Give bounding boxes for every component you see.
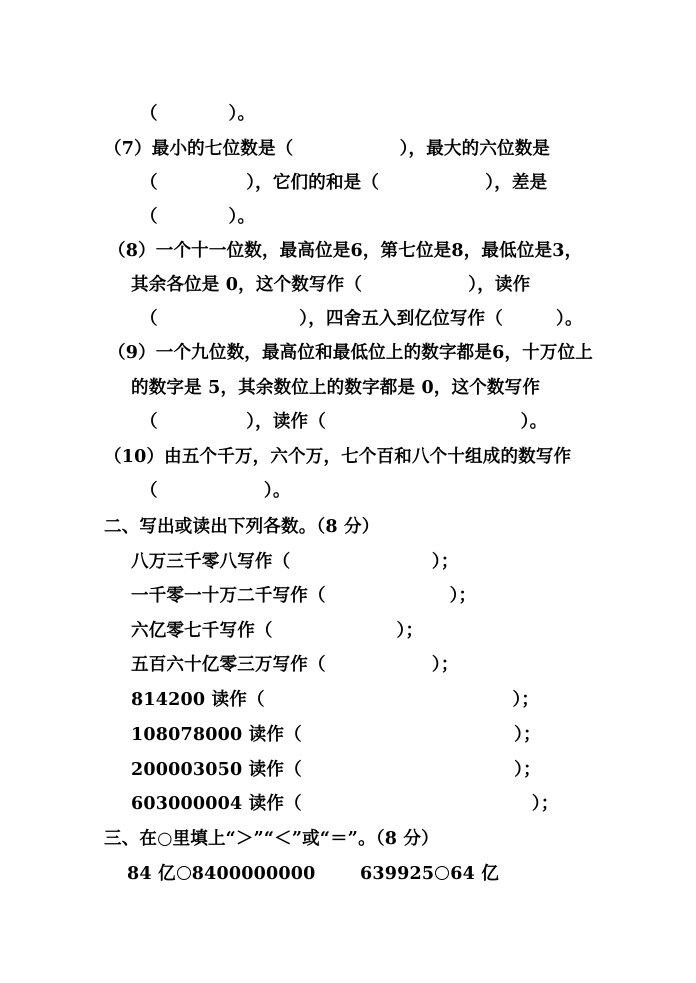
q9-line-2: 的数字是 5，其余数位上的数字都是 0，这个数写作 xyxy=(131,378,541,398)
compare-circle-icon xyxy=(435,866,449,880)
q8-line-1: （8）一个十一位数，最高位是6，第七位是8，最低位是3， xyxy=(108,241,583,261)
compare-right xyxy=(360,863,499,885)
q7-line-2: （ ），它们的和是（ ），差是 xyxy=(140,173,548,193)
section2-item-5: 814200 读作（ ）； xyxy=(131,690,540,710)
section2-item-7: 200003050 读作（ ）； xyxy=(131,760,541,780)
section2-item-8: 603000004 读作（ ）； xyxy=(131,794,559,814)
q8-line-3: （ ），四舍五入到亿位写作（ ）。 xyxy=(140,309,583,329)
section2-item-3: 六亿零七千写作（ ）； xyxy=(131,621,424,641)
q10-line-2: （ ）。 xyxy=(140,481,291,501)
section3-heading: 三、在○里填上“＞”“＜”或“＝”。（8 分） xyxy=(104,829,439,849)
q7-line-3: （ ）。 xyxy=(140,207,256,227)
compare-right-a: 639925 xyxy=(360,864,435,884)
compare-circle-icon xyxy=(177,866,191,880)
compare-right-b: 64 亿 xyxy=(450,864,500,884)
q7-line-1: （7）最小的七位数是（ ），最大的六位数是 xyxy=(104,139,551,159)
section2-item-6: 108078000 读作（ ）； xyxy=(131,725,541,745)
compare-left-b: 8400000000 xyxy=(191,864,316,884)
compare-left-a: 84 亿 xyxy=(127,864,176,884)
q8-line-2: 其余各位是 0，这个数写作（ ），读作 xyxy=(131,275,531,295)
q6-answer-line: （ ）。 xyxy=(140,104,256,124)
q9-line-1: （9）一个九位数，最高位和最低位上的数字都是6，十万位上 xyxy=(108,343,593,363)
section2-heading: 二、写出或读出下列各数。（8 分） xyxy=(104,517,380,537)
section2-item-4: 五百六十亿零三万写作（ ）； xyxy=(131,655,459,675)
q9-line-3: （ ），读作（ ）。 xyxy=(140,412,548,432)
section2-item-1: 八万三千零八写作（ ）； xyxy=(131,552,459,572)
section2-item-2: 一千零一十万二千写作（ ）； xyxy=(131,586,477,606)
q10-line-1: （10）由五个千万，六个万，七个百和八个十组成的数写作 xyxy=(104,447,572,467)
compare-left xyxy=(127,863,316,885)
